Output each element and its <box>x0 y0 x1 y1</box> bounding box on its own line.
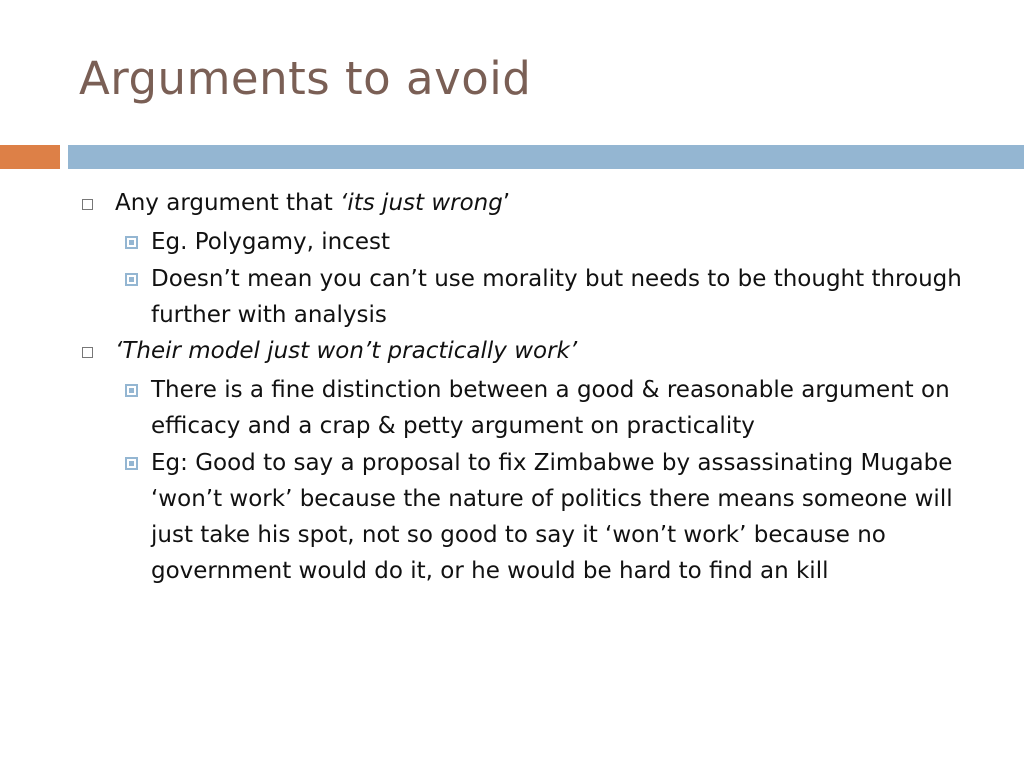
sub-bullet-text: Eg: Good to say a proposal to fix Zimbabwe by assassinating Mugabe ‘won’t work’ because the nature of politics there means someone will just take his spot, not so good to say it ‘won’t work’ because no government would do it, or he would be hard to find an kill <box>151 450 953 584</box>
sub-bullet-text: Doesn’t mean you can’t use morality but needs to be thought through further with analysis <box>151 266 962 328</box>
filled-square-bullet-icon <box>125 273 138 286</box>
square-bullet-icon <box>82 199 93 210</box>
sub-bullet-item <box>80 224 980 260</box>
sub-bullet-text: There is a fine distinction between a good & reasonable argument on efficacy and a crap & petty argument on practicality <box>151 377 950 439</box>
bullet-item <box>80 334 980 369</box>
bullet-item <box>80 186 980 221</box>
bullet-text-italic: ‘Their model just won’t practically work’ <box>115 338 578 364</box>
slide-content <box>80 186 980 590</box>
accent-bar-right <box>68 145 1024 169</box>
slide-title: Arguments to avoid <box>79 52 532 105</box>
bullet-text-italic: ‘its just wrong <box>340 190 503 216</box>
filled-square-bullet-icon <box>125 236 138 249</box>
filled-square-bullet-icon <box>125 384 138 397</box>
bullet-text-prefix: Any argument that <box>115 190 341 216</box>
filled-square-bullet-icon <box>125 457 138 470</box>
square-bullet-icon <box>82 347 93 358</box>
sub-bullet-item <box>80 445 980 589</box>
accent-bar-left <box>0 145 60 169</box>
sub-bullet-text: Eg. Polygamy, incest <box>151 229 390 255</box>
sub-bullet-item <box>80 261 980 333</box>
bullet-text-suffix: ’ <box>502 190 511 216</box>
sub-bullet-item <box>80 372 980 444</box>
